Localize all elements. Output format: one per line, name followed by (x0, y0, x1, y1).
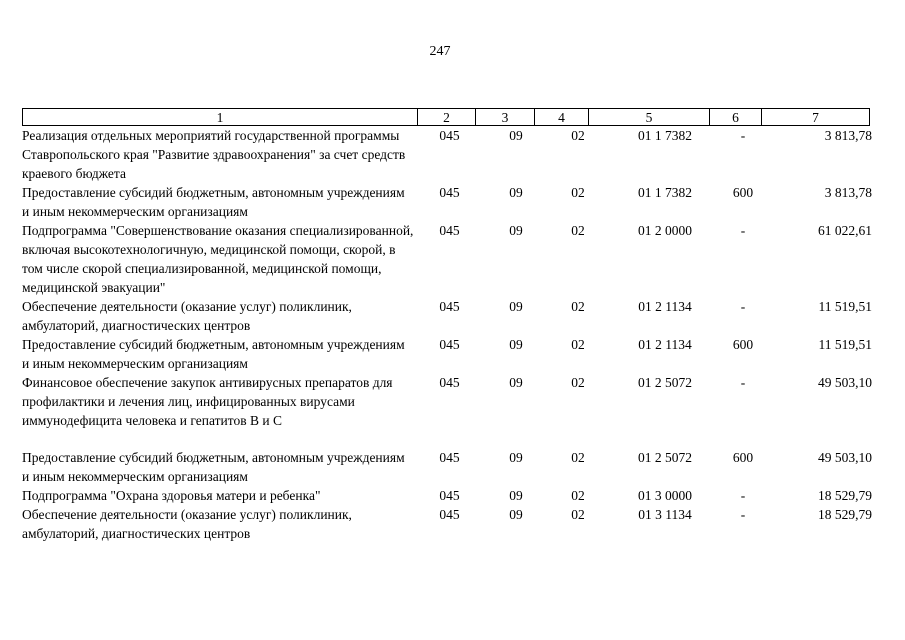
row-code-4: 02 (571, 299, 585, 314)
row-code-4: 02 (571, 488, 585, 503)
header-col-5: 5 (589, 109, 710, 126)
row-code-5: 01 2 1134 (638, 299, 692, 314)
row-code-6: - (740, 223, 746, 238)
row-amount: 3 813,78 (824, 185, 872, 200)
row-name: Предоставление субсидий бюджетным, автономным учреждениям и иным некоммерческим организациям (22, 450, 405, 484)
row-name: Подпрограмма "Охрана здоровья матери и ребенка" (22, 488, 321, 503)
row-code-5: 01 1 7382 (638, 128, 692, 143)
row-code-4: 02 (571, 507, 585, 522)
row-code-4: 02 (571, 223, 585, 238)
row-code-2: 045 (439, 299, 460, 314)
row-code-5: 01 2 1134 (638, 337, 692, 352)
row-amount: 3 813,78 (824, 128, 872, 143)
row-code-3: 09 (509, 375, 523, 390)
row-name: Финансовое обеспечение закупок антивирусных препаратов для профилактики и лечения лиц, инфицированных вирусами иммунодефицита человека и гепатитов В и С (22, 375, 393, 428)
table-header (22, 108, 870, 126)
row-code-3: 09 (509, 507, 523, 522)
table-row (22, 448, 872, 486)
row-amount: 18 529,79 (818, 507, 872, 522)
row-amount: 11 519,51 (818, 337, 872, 352)
row-code-5: 01 2 5072 (638, 375, 692, 390)
table-row (22, 335, 872, 373)
row-code-6: 600 (732, 337, 754, 352)
row-code-3: 09 (509, 337, 523, 352)
table-row (22, 221, 872, 297)
row-amount: 49 503,10 (818, 375, 872, 390)
row-code-4: 02 (571, 128, 585, 143)
row-name: Обеспечение деятельности (оказание услуг) поликлиник, амбулаторий, диагностических центров (22, 507, 352, 541)
row-code-3: 09 (509, 299, 523, 314)
row-code-2: 045 (439, 128, 460, 143)
row-code-2: 045 (439, 450, 460, 465)
row-code-6: 600 (732, 185, 754, 200)
row-code-5: 01 3 0000 (638, 488, 692, 503)
row-code-2: 045 (439, 507, 460, 522)
row-code-3: 09 (509, 488, 523, 503)
row-name: Реализация отдельных мероприятий государственной программы Ставропольского края "Развитие здравоохранения" за счет средств краевого бюджета (22, 128, 406, 181)
header-col-3: 3 (476, 109, 535, 126)
row-code-5: 01 2 0000 (638, 223, 692, 238)
row-code-5: 01 1 7382 (638, 185, 692, 200)
row-name: Предоставление субсидий бюджетным, автономным учреждениям и иным некоммерческим организациям (22, 337, 405, 371)
header-col-6: 6 (710, 109, 762, 126)
row-code-2: 045 (439, 337, 460, 352)
row-code-4: 02 (571, 185, 585, 200)
table-row (22, 373, 872, 430)
header-col-1: 1 (23, 109, 418, 126)
table-row (22, 486, 872, 505)
row-name: Обеспечение деятельности (оказание услуг) поликлиник, амбулаторий, диагностических центров (22, 299, 352, 333)
header-col-7: 7 (762, 109, 870, 126)
table-row (22, 183, 872, 221)
row-name: Предоставление субсидий бюджетным, автономным учреждениям и иным некоммерческим организациям (22, 185, 405, 219)
row-amount: 61 022,61 (818, 223, 872, 238)
row-code-2: 045 (439, 488, 460, 503)
row-code-4: 02 (571, 337, 585, 352)
row-code-2: 045 (439, 375, 460, 390)
table-row (22, 126, 872, 183)
header-col-4: 4 (535, 109, 589, 126)
row-code-6: 600 (732, 450, 754, 465)
row-amount: 18 529,79 (818, 488, 872, 503)
row-code-5: 01 3 1134 (638, 507, 692, 522)
row-code-3: 09 (509, 450, 523, 465)
row-code-5: 01 2 5072 (638, 450, 692, 465)
row-code-4: 02 (571, 450, 585, 465)
row-name: Подпрограмма "Совершенствование оказания специализированной, включая высокотехнологичную, медицинской помощи, скорой, в том числе скорой специализированной, медицинской помощи, медицинской эвакуации" (22, 223, 414, 295)
row-code-6: - (740, 299, 746, 314)
table-row (22, 505, 872, 543)
row-code-6: - (740, 128, 746, 143)
page-number: 247 (429, 44, 451, 59)
row-code-6: - (740, 375, 746, 390)
table-body (22, 126, 872, 543)
row-code-6: - (740, 488, 746, 503)
row-code-6: - (740, 507, 746, 522)
row-code-4: 02 (571, 375, 585, 390)
row-code-2: 045 (439, 223, 460, 238)
row-code-3: 09 (509, 223, 523, 238)
row-amount: 49 503,10 (818, 450, 872, 465)
header-col-2: 2 (418, 109, 476, 126)
row-code-3: 09 (509, 185, 523, 200)
row-amount: 11 519,51 (818, 299, 872, 314)
row-code-3: 09 (509, 128, 523, 143)
row-spacer (22, 430, 872, 448)
row-code-2: 045 (439, 185, 460, 200)
table-row (22, 297, 872, 335)
